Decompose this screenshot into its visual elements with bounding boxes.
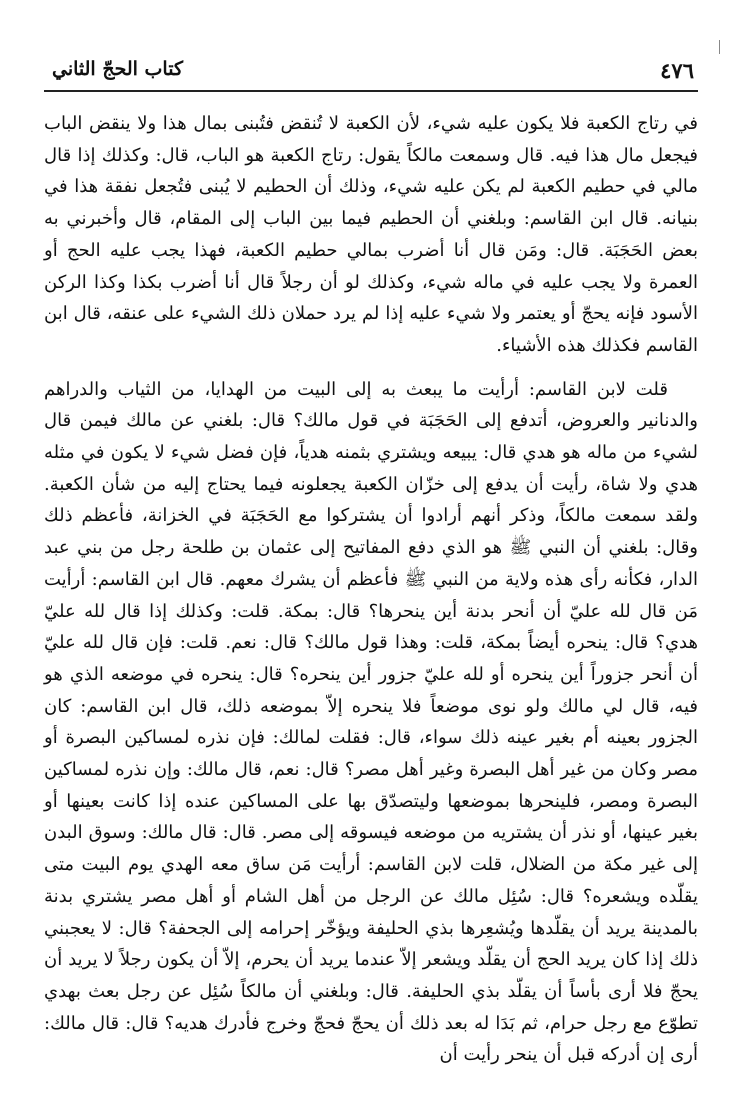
paragraph: قلت لابن القاسم: أرأيت ما يبعث به إلى البيت من الهدايا، من الثياب والدراهم والدنانير والعروض، أتدفع إلى الحَجَبَة في قول مالك؟ قال: بلغني عن مالك فيمن قال لشيء من ماله هو هدي قال: يبيعه ويشتري بثمنه هدياً، فإن فضل شيء لا يكون في مثله هدي ولا شاة، رأيت أن يدفع إلى خزّان الكعبة يجعلونه فيما يحتاج إليه من شأن الكعبة. ولقد سمعت مالكاً، وذكر أنهم أرادوا أن يشتركوا مع الحَجَبَة في الخزانة، فأعظم ذلك وقال: بلغني أن النبي ﷺ هو الذي دفع المفاتيح إلى عثمان بن طلحة رجل من بني عبد الدار، فكأنه رأى هذه ولاية من النبي ﷺ فأعظم أن يشرك معهم. قال ابن القاسم: أرأيت مَن قال لله عليّ أن أنحر بدنة أين ينحرها؟ قال: بمكة. قلت: وكذلك إذا قال لله عليّ هدي؟ قال: ينحره أيضاً بمكة، قلت: وهذا قول مالك؟ قال: نعم. قلت: فإن قال لله عليّ أن أنحر جزوراً أين ينحره أو لله عليّ جزور أين ينحره؟ قال: ينحره في موضعه الذي هو فيه، قال لي مالك ولو نوى موضعاً فلا ينحره إلاّ بموضعه ذلك، قال ابن القاسم: كان الجزور بعينه أم بغير عينه ذلك سواء، قال: فقلت لمالك: فإن نذره لمساكين البصرة أو مصر وكان من غير أهل البصرة وغير أهل مصر؟ قال: نعم، قال مالك: وإن نذره لمساكين البصرة ومصر، فلينحرها بموضعها وليتصدّق بها على المساكين عنده إذا كانت بعينها أو بغير عينها، أو نذر أن يشتريه من موضعه فيسوقه إلى مصر. قال: قال مالك: وسوق البدن إلى غير مكة من الضلال، قلت لابن القاسم: أرأيت مَن ساق معه الهدي يوم البيت متى يقلّده ويشعره؟ قال: سُئِل مالك عن الرجل من أهل الشام أو أهل مصر يشتري بدنة بالمدينة يريد أن يقلّدها ويُشعِرها بذي الحليفة ويؤخّر إحرامه إلى الجحفة؟ قال: لا يعجبني ذلك إذا كان يريد الحج أن يقلّد ويشعر إلاّ عندما يريد أن يحرم، إلاّ أن يكون رجلاً لا يريد أن يحجّ فلا أرى بأساً أن يقلّد بذي الحليفة. قال: وبلغني أن مالكاً سُئِل عن رجل بعث بهدي تطوّع مع رجل حرام، ثم بَدَا له بعد ذلك أن يحجّ فحجّ وخرج فأدرك هديه؟ قال: قال مالك: أرى إن أدركه قبل أن ينحر رأيت أن bbox=[44, 378, 699, 1066]
body-text bbox=[44, 108, 698, 1071]
page-header bbox=[44, 56, 698, 88]
header-divider bbox=[44, 90, 698, 92]
paragraph: في رتاج الكعبة فلا يكون عليه شيء، لأن الكعبة لا تُنقض فتُبنى بمال هذا ولا ينقض الباب فيجعل مال هذا فيه. قال وسمعت مالكاً يقول: رتاج الكعبة هو الباب، قال: وكذلك إذا قال مالي في حطيم الكعبة لم يكن عليه شيء، وذلك أن الحطيم لا يُبنى فتُجعل نفقة هذا في بنيانه. قال ابن القاسم: وبلغني أن الحطيم فيما بين الباب إلى المقام، قال وأخبرني به بعض الحَجَبَة. قال: ومَن قال أنا أضرب بمالي حطيم الكعبة، فهذا يجب عليه الحج أو العمرة ولا يجب عليه في ماله شيء، وكذلك لو أن رجلاً قال أنا أضرب بكذا وكذا الركن الأسود فإنه يحجّ أو يعتمر ولا شيء عليه إذا لم يرد حملان ذلك الشيء على عنقه، قال ابن القاسم فكذلك هذه الأشياء. bbox=[44, 113, 698, 356]
running-title: كتاب الحجّ الثاني bbox=[52, 58, 183, 80]
page-number: ٤٧٦ bbox=[660, 58, 694, 83]
corner-mark bbox=[719, 40, 720, 54]
